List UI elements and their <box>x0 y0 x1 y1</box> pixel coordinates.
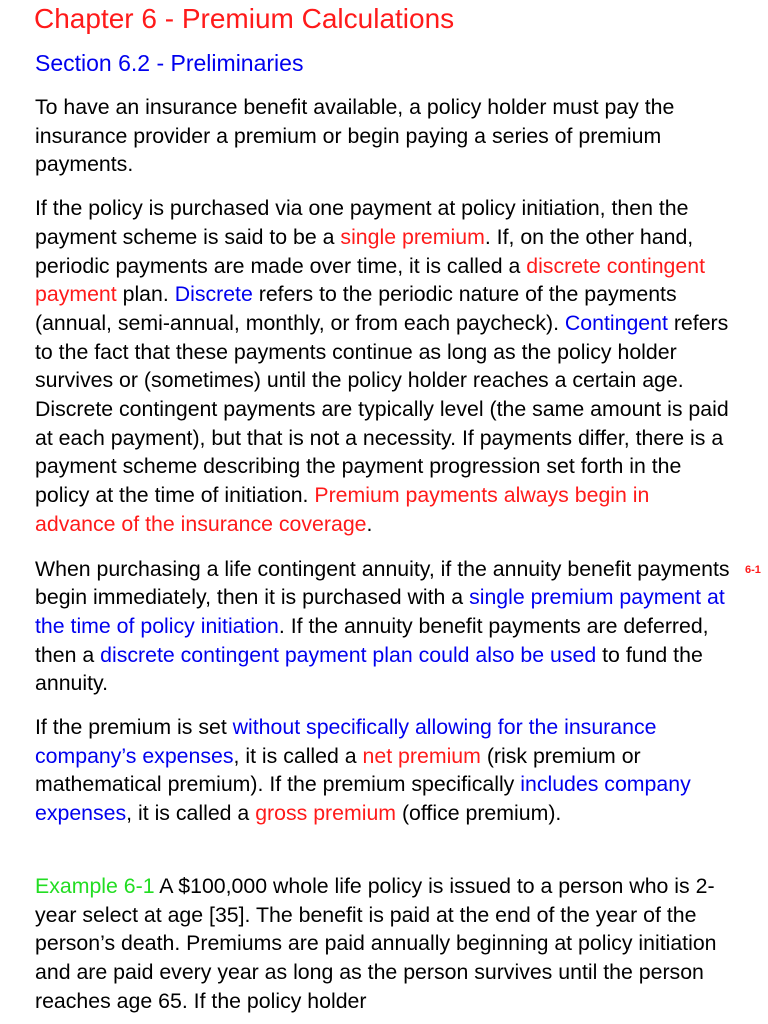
term-contingent: Contingent <box>564 310 668 335</box>
text-run: A $100,000 whole life policy is issued to a person who is 2-year select at age [35]. The benefit is paid at the end of the year of the person’s death. Premiums are paid annually beginning at policy initiation and are paid every year as long as the person survives until the person reaches age 65. If the policy holder <box>35 873 717 1013</box>
text-run: refers to the fact that these payments continue as long as the policy holder survives or (sometimes) until the policy holder reaches a certain age. Discrete contingent payments are typically level (the same amount is paid at each payment), but that is not a necessity. If payments differ, there is a payment scheme describing the payment progression set forth in the policy at the time of initiation. <box>35 310 729 508</box>
text-run: When purchasing a life contingent annuity, if the annuity benefit payments begin immediately, then it is purchased with a <box>35 556 730 610</box>
text-run: If the policy is purchased via one payment at policy initiation, then the payment scheme is said to be a <box>35 196 689 249</box>
section-heading: Section 6.2 - Preliminaries <box>35 50 304 76</box>
text-run: If the premium is set <box>35 715 233 740</box>
text-run: , it is called a <box>233 743 363 768</box>
paragraph-payment-schemes <box>35 194 735 538</box>
paragraph-net-gross-premium <box>35 713 735 828</box>
text-run: . If the annuity benefit payments are deferred, then a <box>35 613 709 667</box>
text-run: . If, on the other hand, periodic payments are made over time, it is called a <box>35 224 694 278</box>
text-run: . <box>366 511 373 536</box>
paragraph-example <box>35 872 735 1016</box>
paragraph-annuity <box>35 555 735 699</box>
document-page <box>35 0 735 1015</box>
term-discrete-contingent-payment: discrete contingent payment <box>35 253 706 307</box>
paragraph-intro: To have an insurance benefit available, a policy holder must pay the insurance provider a premium or begin paying a series of premium payments. <box>35 95 675 177</box>
chapter-title: Chapter 6 - Premium Calculations <box>34 3 455 34</box>
text-run: refers to the periodic nature of the payments (annual, semi-annual, monthly, or from each paycheck). <box>35 282 677 335</box>
term-net-premium: net premium <box>362 743 481 768</box>
text-run: , it is called a <box>126 801 256 826</box>
term-discrete: Discrete <box>174 282 253 307</box>
highlight-discrete-contingent-plan: discrete contingent payment plan could also be used <box>100 642 597 667</box>
term-single-premium: single premium <box>340 224 485 249</box>
text-run: to fund the annuity. <box>35 642 703 696</box>
term-gross-premium: gross premium <box>255 801 397 826</box>
text-run: (risk premium or mathematical premium). If the premium specifically <box>35 743 641 797</box>
example-label: Example 6-1 <box>35 873 155 898</box>
text-run: plan. <box>116 282 175 307</box>
page-number: 6-1 <box>745 564 761 576</box>
text-run: (office premium). <box>396 801 562 826</box>
highlight-premium-advance: Premium payments always begin in advance of the insurance coverage <box>35 483 650 536</box>
highlight-includes-expenses: includes company expenses <box>35 772 691 826</box>
highlight-single-premium-payment: single premium payment at the time of policy initiation <box>35 585 725 638</box>
highlight-without-expenses: without specifically allowing for the insurance company’s expenses <box>35 715 657 768</box>
